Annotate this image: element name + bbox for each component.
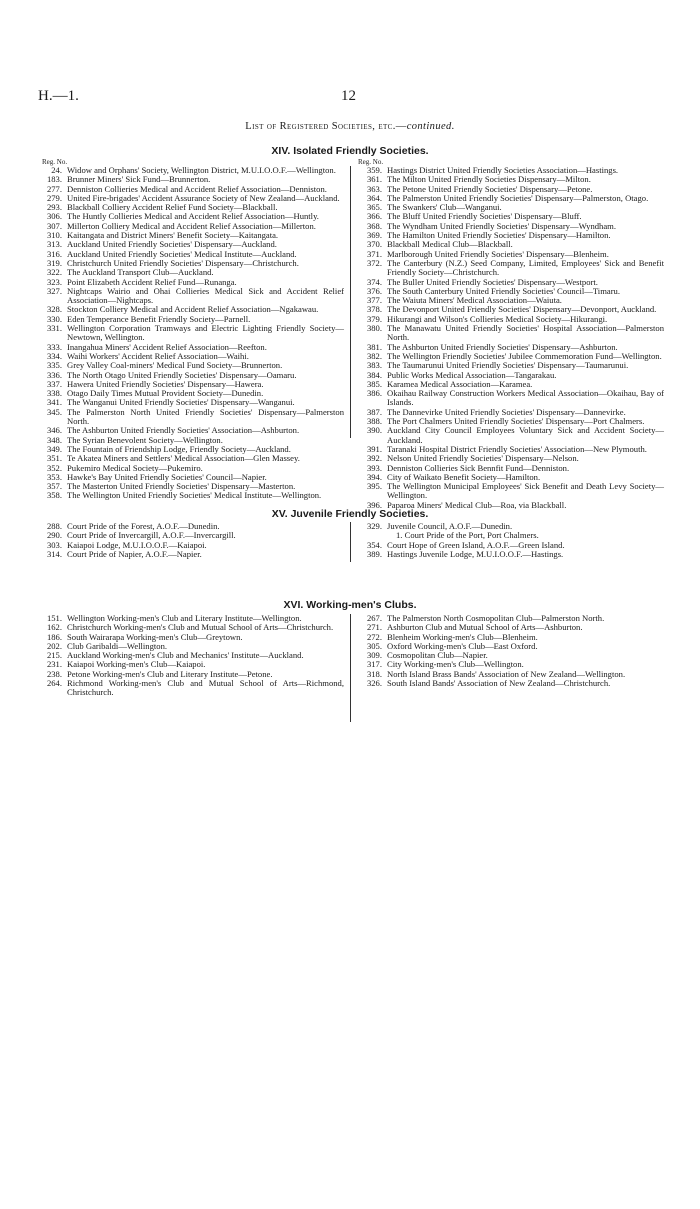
reg-number: 314. <box>46 548 62 559</box>
list-title <box>0 121 700 132</box>
reg-number: 361. <box>366 174 382 185</box>
reg-number: 370. <box>366 239 382 250</box>
reg-number: 348. <box>46 434 62 445</box>
reg-number: 334. <box>46 350 62 361</box>
society-name: Karamea Medical Association—Karamea. <box>387 378 533 389</box>
reg-number: 358. <box>46 490 62 501</box>
page-number: 12 <box>341 88 356 104</box>
society-name: Eden Temperance Benefit Friendly Society—Parnell. <box>67 313 251 324</box>
society-name: Blenheim Working-men's Club—Blenheim. <box>387 631 538 642</box>
society-name: The Auckland Transport Club—Auckland. <box>67 267 214 278</box>
reg-number: 346. <box>46 425 62 436</box>
society-name: Denniston Collieries Sick Bennfit Fund—Denniston. <box>387 462 570 473</box>
society-name: Hikurangi and Wilson's Collieries Medical Society—Hikurangi. <box>387 313 608 324</box>
society-name: The Dannevirke United Friendly Societies' Dispensary—Dannevirke. <box>387 406 626 417</box>
reg-number: 331. <box>46 323 62 334</box>
reg-number: 238. <box>46 668 62 679</box>
section-xiv-left-column <box>32 166 344 501</box>
society-name: The Waiuta Miners' Medical Association—Waiuta. <box>387 295 562 306</box>
society-name: The Ashburton United Friendly Societies' Association—Ashburton. <box>67 425 300 436</box>
society-name: Auckland United Friendly Societies' Dispensary—Auckland. <box>67 239 277 250</box>
reg-number: 183. <box>46 174 62 185</box>
society-name: Taranaki Hospital District Friendly Societies' Association—New Plymouth. <box>387 443 647 454</box>
reg-number: 323. <box>46 276 62 287</box>
reg-number: 352. <box>46 462 62 473</box>
society-name: Grey Valley Coal-miners' Medical Fund Society—Brunnerton. <box>67 360 283 371</box>
reg-number: 381. <box>366 341 382 352</box>
reg-number: 354. <box>366 539 382 550</box>
reg-number: 379. <box>366 313 382 324</box>
reg-number: 364. <box>366 192 382 203</box>
reg-number: 369. <box>366 230 382 241</box>
reg-number: 351. <box>46 453 62 464</box>
reg-number: 384. <box>366 369 382 380</box>
column-divider <box>350 522 351 562</box>
reg-number: 393. <box>366 462 382 473</box>
reg-number: 368. <box>366 220 382 231</box>
list-item <box>32 324 344 343</box>
society-name: The Palmerston North United Friendly Societies' Dispensary—Palmerston North. <box>67 406 344 427</box>
reg-number: 330. <box>46 313 62 324</box>
reg-number: 349. <box>46 443 62 454</box>
society-name: Okaihau Railway Construction Workers Medical Association—Okaihau, Bay of Islands. <box>387 388 664 408</box>
reg-number: 267. <box>366 613 382 623</box>
reg-number: 388. <box>366 416 382 427</box>
society-name: Blackball Medical Club—Blackball. <box>387 239 513 250</box>
list-item <box>352 259 664 278</box>
society-name: The Manawatu United Friendly Societies' Hospital Association—Palmerston North. <box>387 323 664 343</box>
list-item <box>32 679 344 698</box>
society-name: The Milton United Friendly Societies Dispensary—Milton. <box>387 174 591 185</box>
reg-number: 322. <box>46 267 62 278</box>
reg-number: 378. <box>366 304 382 315</box>
society-name: Nightcaps Wairio and Ohai Collieries Medical Sick and Accident Relief Association—Nightcaps. <box>67 285 344 306</box>
society-name: Stockton Colliery Medical and Accident Relief Association—Ngakawau. <box>67 304 319 315</box>
list-item <box>352 324 664 343</box>
society-name: Hawke's Bay United Friendly Societies' Council—Napier. <box>67 471 267 482</box>
society-name: Waihi Workers' Accident Relief Association—Waihi. <box>67 350 249 361</box>
society-name: Christchurch United Friendly Societies' Dispensary—Christchurch. <box>67 257 299 268</box>
society-name: Auckland City Council Employees Voluntary Sick and Accident Society—Auckland. <box>387 425 664 445</box>
list-item <box>352 389 664 408</box>
reg-number: 385. <box>366 378 382 389</box>
society-name: Otago Daily Times Mutual Provident Society—Dunedin. <box>67 388 264 399</box>
list-title-main: List of Registered Societies, etc. <box>245 121 396 132</box>
reg-number: 271. <box>366 622 382 633</box>
reg-no-label-left: Reg. No. <box>42 158 68 166</box>
society-name: The Syrian Benevolent Society—Wellington. <box>67 434 223 445</box>
list-item <box>32 491 344 500</box>
reg-no-label-right: Reg. No. <box>358 158 384 166</box>
list-item <box>32 287 344 306</box>
society-name: The Devonport United Friendly Societies' Dispensary—Devonport, Auckland. <box>387 304 657 315</box>
society-name: The Canterbury (N.Z.) Seed Company, Limited, Employees' Sick and Benefit Friendly Society—Christchurch. <box>387 257 664 278</box>
society-name: Kaiapoi Working-men's Club—Kaiapoi. <box>67 659 206 670</box>
reg-number: 319. <box>46 257 62 268</box>
reg-number: 290. <box>46 530 62 541</box>
society-name: The Ashburton United Friendly Societies' Dispensary—Ashburton. <box>387 341 618 352</box>
list-title-dash: — <box>395 121 407 132</box>
society-name: City of Waikato Benefit Society—Hamilton. <box>387 471 541 482</box>
list-item <box>352 679 664 688</box>
society-name: 1. Court Pride of the Port, Port Chalmers. <box>396 530 539 541</box>
society-name: Christchurch Working-men's Club and Mutual School of Arts—Christchurch. <box>67 622 334 633</box>
society-name: Auckland Working-men's Club and Mechanics' Institute—Auckland. <box>67 650 304 661</box>
society-name: Brunner Miners' Sick Fund—Brunnerton. <box>67 174 211 185</box>
society-name: Court Hope of Green Island, A.O.F.—Green Island. <box>387 539 565 550</box>
reg-number: 341. <box>46 397 62 408</box>
reg-number: 377. <box>366 295 382 306</box>
reg-number: 338. <box>46 388 62 399</box>
reg-number: 337. <box>46 378 62 389</box>
column-divider <box>350 166 351 438</box>
society-name: Widow and Orphans' Society, Wellington District, M.U.I.O.O.F.—Wellington. <box>67 165 336 175</box>
reg-number: 394. <box>366 471 382 482</box>
reg-number: 366. <box>366 211 382 222</box>
society-name: Cosmopolitan Club—Napier. <box>387 650 488 661</box>
society-name: South Wairarapa Working-men's Club—Greytown. <box>67 631 243 642</box>
reg-number: 272. <box>366 631 382 642</box>
reg-number: 305. <box>366 640 382 651</box>
reg-number: 389. <box>366 548 382 559</box>
society-name: Paparoa Miners' Medical Club—Roa, via Blackball. <box>387 499 567 510</box>
list-item <box>352 426 664 445</box>
society-name: Wellington Corporation Tramways and Electric Lighting Friendly Society—Newtown, Wellington. <box>67 323 344 343</box>
reg-number: 202. <box>46 640 62 651</box>
reg-number: 293. <box>46 202 62 213</box>
society-name: Inangahua Miners' Accident Relief Association—Reefton. <box>67 341 267 352</box>
reg-number: 277. <box>46 183 62 194</box>
reg-number: 318. <box>366 668 382 679</box>
society-name: Ashburton Club and Mutual School of Arts—Ashburton. <box>387 622 583 633</box>
reg-number: 392. <box>366 453 382 464</box>
list-item <box>32 408 344 427</box>
society-name: Court Pride of Invercargill, A.O.F.—Invercargill. <box>67 530 236 541</box>
society-name: Petone Working-men's Club and Literary Institute—Petone. <box>67 668 273 679</box>
section-xv-right-column <box>352 522 664 559</box>
reg-number: 151. <box>46 613 62 623</box>
list-title-continued: continued. <box>406 121 455 132</box>
column-divider <box>350 614 351 722</box>
society-name: The Wanganui United Friendly Societies' Dispensary—Wanganui. <box>67 397 295 408</box>
society-name: The Taumarunui United Friendly Societies' Dispensary—Taumarunui. <box>387 360 629 371</box>
reg-number: 353. <box>46 471 62 482</box>
reg-number: 357. <box>46 481 62 492</box>
section-title-xv: XV. Juvenile Friendly Societies. <box>271 508 429 520</box>
society-name: The North Otago United Friendly Societies' Dispensary—Oamaru. <box>67 369 297 380</box>
society-name: The Masterton United Friendly Societies' Dispensary—Masterton. <box>67 481 296 492</box>
list-item <box>352 482 664 501</box>
reg-number: 372. <box>366 257 382 268</box>
society-name: Club Garibaldi—Wellington. <box>67 640 168 651</box>
reg-number: 371. <box>366 248 382 259</box>
document-code: H.—1. <box>38 88 79 104</box>
reg-number: 316. <box>46 248 62 259</box>
society-name: Juvenile Council, A.O.F.—Dunedin. <box>387 521 513 531</box>
society-name: The Port Chalmers United Friendly Societies' Dispensary—Port Chalmers. <box>387 416 645 427</box>
reg-number: 313. <box>46 239 62 250</box>
society-name: The Wellington Municipal Employees' Sick Benefit and Death Levy Society—Wellington. <box>387 481 664 501</box>
section-xvi-left-column <box>32 614 344 698</box>
society-name: Wellington Working-men's Club and Literary Institute—Wellington. <box>67 613 302 623</box>
reg-number: 309. <box>366 650 382 661</box>
society-name: The Hamilton United Friendly Societies' Dispensary—Hamilton. <box>387 230 611 241</box>
society-name: The Huntly Collieries Medical and Accident Relief Association—Huntly. <box>67 211 319 222</box>
reg-number: 231. <box>46 659 62 670</box>
reg-number: 396. <box>366 499 382 510</box>
reg-number: 391. <box>366 443 382 454</box>
reg-number: 326. <box>366 678 382 689</box>
society-name: South Island Bands' Association of New Zealand—Christchurch. <box>387 678 611 689</box>
society-name: The Wellington Friendly Societies' Jubilee Commemoration Fund—Wellington. <box>387 350 662 361</box>
section-xv-left-column <box>32 522 344 559</box>
society-name: Blackball Colliery Accident Relief Fund Society—Blackball. <box>67 202 278 213</box>
list-item <box>352 550 664 559</box>
reg-number: 387. <box>366 406 382 417</box>
society-name: The Bluff United Friendly Societies' Dispensary—Bluff. <box>387 211 582 222</box>
society-name: Marlborough United Friendly Societies' Dispensary—Blenheim. <box>387 248 609 259</box>
section-xvi-right-column <box>352 614 664 688</box>
reg-number: 333. <box>46 341 62 352</box>
reg-number: 374. <box>366 276 382 287</box>
reg-number: 365. <box>366 202 382 213</box>
reg-number: 386. <box>366 388 382 399</box>
reg-number: 376. <box>366 285 382 296</box>
society-name: Oxford Working-men's Club—East Oxford. <box>387 640 538 651</box>
section-xiv-right-column <box>352 166 664 510</box>
society-name: The Wyndham United Friendly Societies' Dispensary—Wyndham. <box>387 220 617 231</box>
society-name: Hastings Juvenile Lodge, M.U.I.O.O.F.—Hastings. <box>387 548 564 559</box>
reg-number: 335. <box>46 360 62 371</box>
society-name: The South Canterbury United Friendly Societies' Council—Timaru. <box>387 285 621 296</box>
section-title-xiv: XIV. Isolated Friendly Societies. <box>271 145 429 157</box>
reg-number: 310. <box>46 230 62 241</box>
society-name: Kaitangata and District Miners' Benefit Society—Kaitangata. <box>67 230 279 241</box>
reg-number: 288. <box>46 521 62 531</box>
society-name: The Buller United Friendly Societies' Dispensary—Westport. <box>387 276 598 287</box>
reg-number: 328. <box>46 304 62 315</box>
reg-number: 264. <box>46 678 62 689</box>
reg-number: 303. <box>46 539 62 550</box>
section-title-xvi: XVI. Working-men's Clubs. <box>283 599 417 611</box>
reg-number: 383. <box>366 360 382 371</box>
society-name: Richmond Working-men's Club and Mutual School of Arts—Richmond, Christchurch. <box>67 678 344 698</box>
reg-number: 24. <box>51 165 62 175</box>
reg-number: 363. <box>366 183 382 194</box>
society-name: The Swankers' Club—Wanganui. <box>387 202 502 213</box>
reg-number: 162. <box>46 622 62 633</box>
reg-number: 317. <box>366 659 382 670</box>
reg-number: 215. <box>46 650 62 661</box>
reg-number: 329. <box>366 521 382 531</box>
reg-number: 345. <box>46 406 62 417</box>
society-name: The Palmerston United Friendly Societies' Dispensary—Palmerston, Otago. <box>387 192 649 203</box>
society-name: Court Pride of the Forest, A.O.F.—Dunedin. <box>67 521 220 531</box>
society-name: Point Elizabeth Accident Relief Fund—Runanga. <box>67 276 237 287</box>
society-name: Auckland United Friendly Societies' Medical Institute—Auckland. <box>67 248 297 259</box>
reg-number: 279. <box>46 192 62 203</box>
society-name: Kaiapoi Lodge, M.U.I.O.O.F.—Kaiapoi. <box>67 539 207 550</box>
society-name: Hawera United Friendly Societies' Dispensary—Hawera. <box>67 378 264 389</box>
society-name: The Wellington United Friendly Societies' Medical Institute—Wellington. <box>67 490 322 501</box>
society-name: The Petone United Friendly Societies' Dispensary—Petone. <box>387 183 593 194</box>
reg-number: 327. <box>46 285 62 296</box>
reg-number: 359. <box>366 165 382 175</box>
reg-number: 395. <box>366 481 382 492</box>
list-item <box>32 550 344 559</box>
reg-number: 380. <box>366 323 382 334</box>
society-name: Nelson United Friendly Societies' Dispensary—Nelson. <box>387 453 579 464</box>
society-name: Hastings District United Friendly Societies Association—Hastings. <box>387 165 619 175</box>
reg-number: 307. <box>46 220 62 231</box>
society-name: North Island Brass Bands' Association of New Zealand—Wellington. <box>387 668 626 679</box>
reg-number: 336. <box>46 369 62 380</box>
reg-number: 382. <box>366 350 382 361</box>
society-name: City Working-men's Club—Wellington. <box>387 659 524 670</box>
society-name: Denniston Collieries Medical and Accident Relief Association—Denniston. <box>67 183 327 194</box>
society-name: The Fountain of Friendship Lodge, Friendly Society—Auckland. <box>67 443 291 454</box>
society-name: Court Pride of Napier, A.O.F.—Napier. <box>67 548 202 559</box>
reg-number: 390. <box>366 425 382 436</box>
society-name: United Fire-brigades' Accident Assurance Society of New Zealand—Auckland. <box>67 192 340 203</box>
society-name: Te Akatea Miners and Settlers' Medical Association—Glen Massey. <box>67 453 300 464</box>
society-name: Public Works Medical Association—Tangarakau. <box>387 369 557 380</box>
reg-number: 186. <box>46 631 62 642</box>
society-name: Pukemiro Medical Society—Pukemiro. <box>67 462 203 473</box>
society-name: The Palmerston North Cosmopolitan Club—Palmerston North. <box>387 613 605 623</box>
society-name: Millerton Colliery Medical and Accident Relief Association—Millerton. <box>67 220 316 231</box>
reg-number: 306. <box>46 211 62 222</box>
